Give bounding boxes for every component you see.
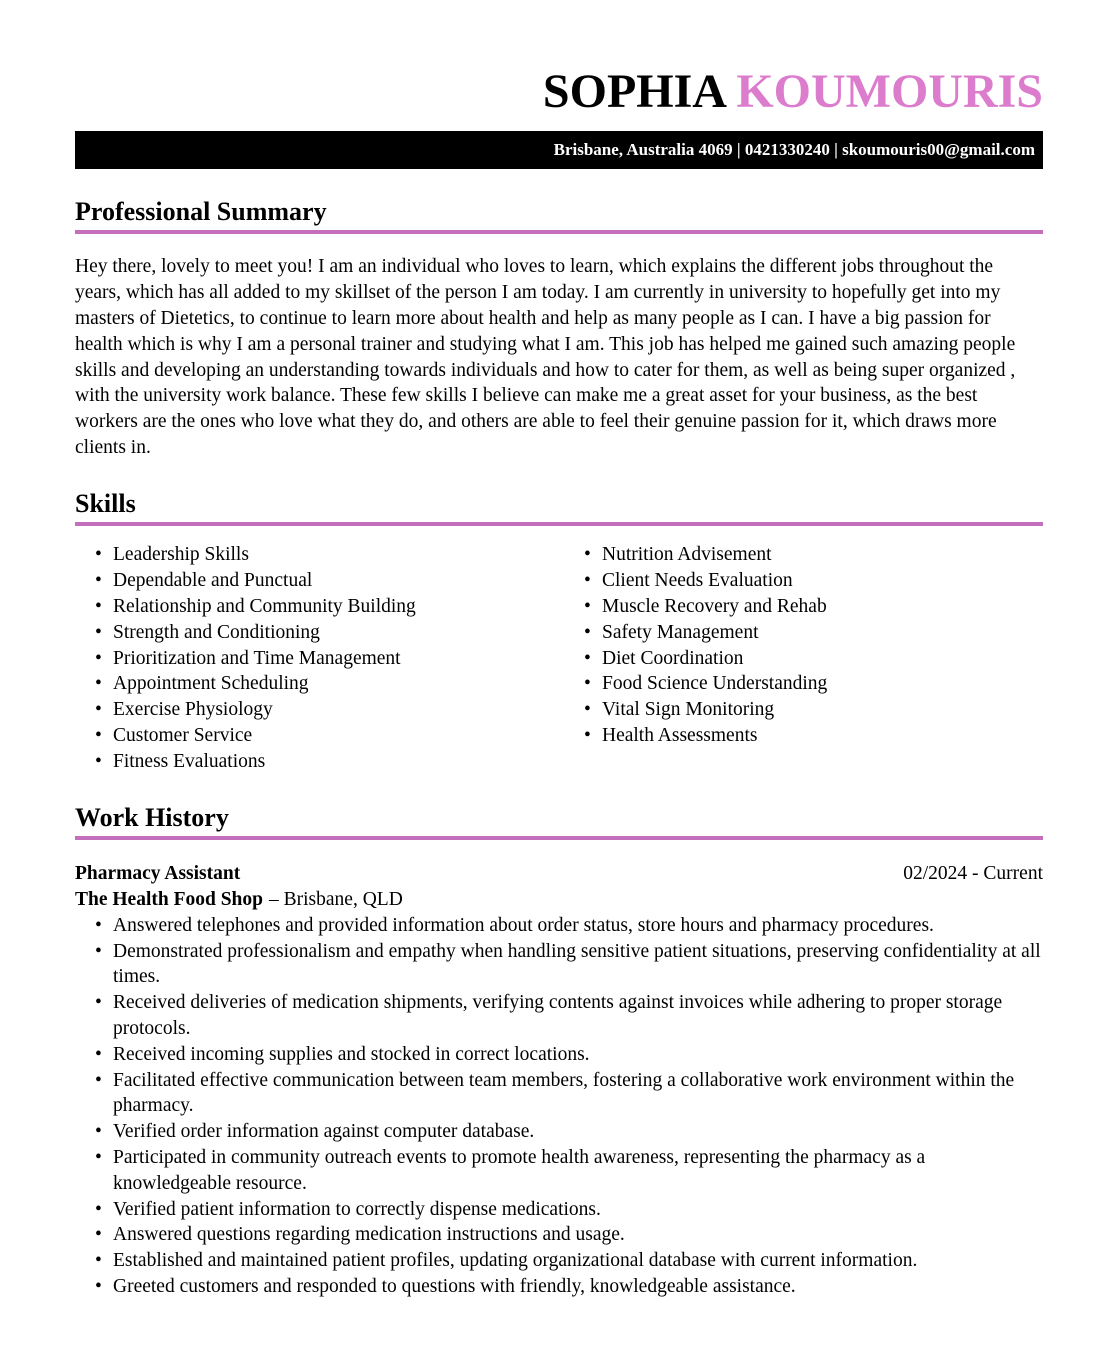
job-bullets	[75, 913, 1043, 1300]
resume-header	[75, 66, 1043, 169]
skill-item: • Customer Service	[95, 723, 559, 749]
job-entry	[75, 861, 1043, 1300]
job-location: – Brisbane, QLD	[269, 888, 403, 910]
contact-info: Brisbane, Australia 4069 | 0421330240 | skoumouris00@gmail.com	[553, 139, 1035, 159]
skills-columns	[75, 542, 1043, 774]
skill-item: • Health Assessments	[584, 723, 1043, 749]
job-bullet: • Received deliveries of medication shipments, verifying contents against invoices while adhering to proper storage protocols.	[95, 990, 1043, 1042]
job-employer: The Health Food Shop	[75, 888, 264, 910]
skill-item: • Nutrition Advisement	[584, 542, 1043, 568]
summary-text: Hey there, lovely to meet you! I am an individual who loves to learn, which explains the different jobs throughout the years, which has all added to my skillset of the person I am today. I am currently in university to hopefully get into my masters of Dietetics, to continue to learn more about health and help as many people as I can. I have a big passion for health which is why I am a personal trainer and studying what I am. This job has helped me gained such amazing people skills and developing an understanding towards individuals and how to cater for them, as well as being super organized , with the university work balance. These few skills I believe can make me a great asset for your business, as the best workers are the ones who love what they do, and others are able to feel their genuine passion for it, which draws more clients in.	[75, 256, 1016, 458]
job-bullet: • Participated in community outreach events to promote health awareness, representing the pharmacy as a knowledgeable resource.	[95, 1145, 1043, 1197]
job-bullet: • Verified order information against computer database.	[95, 1119, 1043, 1145]
section-skills	[75, 490, 1043, 775]
skill-item: • Appointment Scheduling	[95, 671, 559, 697]
skill-item: • Dependable and Punctual	[95, 568, 559, 594]
section-work-history	[75, 804, 1043, 1300]
skill-item: • Safety Management	[584, 620, 1043, 646]
skill-item: • Vital Sign Monitoring	[584, 697, 1043, 723]
job-bullet: • Answered telephones and provided information about order status, store hours and pharmacy procedures.	[95, 913, 1043, 939]
job-bullet: • Facilitated effective communication between team members, fostering a collaborative work environment within the pharmacy.	[95, 1068, 1043, 1120]
job-dates: 02/2024 - Current	[903, 863, 1043, 885]
contact-bar	[75, 131, 1043, 169]
skill-item: • Fitness Evaluations	[95, 749, 559, 775]
job-bullet: • Received incoming supplies and stocked in correct locations.	[95, 1042, 1043, 1068]
skill-item: • Strength and Conditioning	[95, 620, 559, 646]
first-name: SOPHIA	[542, 65, 725, 118]
skill-item: • Exercise Physiology	[95, 697, 559, 723]
job-bullet: • Greeted customers and responded to questions with friendly, knowledgeable assistance.	[95, 1274, 1043, 1300]
skill-item: • Prioritization and Time Management	[95, 646, 559, 672]
job-header	[75, 861, 1043, 887]
skill-item: • Diet Coordination	[584, 646, 1043, 672]
section-title-professional-summary: Professional Summary	[75, 198, 1043, 235]
last-name: KOUMOURIS	[736, 65, 1043, 118]
job-bullet: • Answered questions regarding medication instructions and usage.	[95, 1222, 1043, 1248]
resume-page	[0, 66, 1118, 1300]
skill-item: • Relationship and Community Building	[95, 594, 559, 620]
skills-list-right	[559, 542, 1043, 774]
skill-item: • Client Needs Evaluation	[584, 568, 1043, 594]
section-title-skills: Skills	[75, 490, 1043, 527]
job-title: Pharmacy Assistant	[75, 863, 241, 885]
skills-list-left	[75, 542, 559, 774]
job-bullet: • Verified patient information to correctly dispense medications.	[95, 1197, 1043, 1223]
resume-name	[75, 66, 1043, 118]
job-bullet: • Demonstrated professionalism and empathy when handling sensitive patient situations, preserving confidentiality at all times.	[95, 939, 1043, 991]
section-professional-summary	[75, 198, 1043, 461]
job-employer-line	[75, 887, 1043, 913]
job-bullet: • Established and maintained patient profiles, updating organizational database with current information.	[95, 1248, 1043, 1274]
skill-item: • Food Science Understanding	[584, 671, 1043, 697]
section-title-work-history: Work History	[75, 804, 1043, 841]
skill-item: • Muscle Recovery and Rehab	[584, 594, 1043, 620]
skill-item: • Leadership Skills	[95, 542, 559, 568]
